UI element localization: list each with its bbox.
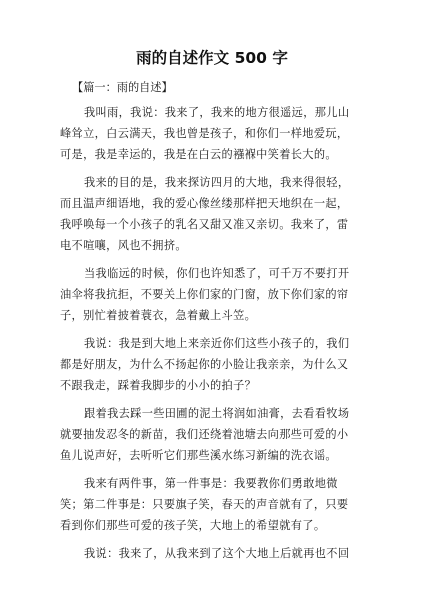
paragraph-1: [60, 102, 365, 165]
paragraph-line: 跟着我去踩一些田圃的泥土将润如油膏，去看看牧场: [84, 407, 350, 420]
paragraph-line: 子，别忙着披着蓑衣，急着戴上斗笠。: [60, 309, 257, 322]
document-title: 雨的自述作文 500 字: [136, 49, 288, 67]
paragraph-line: 都是好朋友，为什么不扬起你的小脸让我亲亲，为什么又: [60, 358, 349, 371]
paragraph-line: 油伞将我抗拒，不要关上你们家的门窗，放下你们家的帘: [60, 288, 349, 301]
paragraph-6: [60, 473, 365, 536]
paragraph-line: 看到你们那些可爱的孩子笑，大地上的希望就有了。: [60, 519, 326, 532]
paragraph-line: 我说：我来了，从我来到了这个大地上后就再也不回: [84, 547, 350, 560]
paragraph-line: 笑；第二件事是：只要旗子笑，春天的声音就有了，只要: [60, 498, 349, 511]
paragraph-line: 可是，我是幸运的，我是在白云的襁褓中笑着长大的。: [60, 148, 337, 161]
paragraph-line: 我来有两件事，第一件事是：我要教你们勇敢地微: [84, 477, 338, 490]
paragraph-line: 我说：我是到大地上来亲近你们这些小孩子的，我们: [84, 337, 350, 350]
paragraph-line: 电不喧嚷，风也不拥挤。: [60, 239, 187, 252]
paragraph-3: [60, 263, 365, 326]
paragraph-line: 我呼唤每一个小孩子的乳名又甜又准又亲切。我来了，雷: [60, 218, 349, 231]
paragraph-line: 当我临远的时候，你们也许知悉了，可千万不要打开: [84, 267, 350, 280]
paragraph-2: [60, 172, 365, 256]
paragraph-line: 我叫雨，我说：我来了，我来的地方很遥远，那儿山: [84, 106, 350, 119]
paragraph-line: 我来的目的是，我来探访四月的大地，我来得很轻，: [84, 176, 350, 189]
paragraph-4: [60, 333, 365, 396]
paragraph-5: [60, 403, 365, 466]
paragraph-line: 峰耸立，白云满天，我也曾是孩子，和你们一样地爱玩，: [60, 127, 349, 140]
paragraph-line: 就要抽发忍冬的新苗，我们还绕着池塘去向那些可爱的小: [60, 428, 349, 441]
paragraph-line: 不跟我走，踩着我脚步的小小的拍子？: [60, 379, 257, 392]
section-heading: 【篇一：雨的自述】: [72, 81, 173, 94]
paragraph-7: [60, 543, 365, 564]
paragraph-line: 鱼儿说声好，去听听它们那些溪水练习新编的洗衣谣。: [60, 449, 337, 462]
document-body: [60, 80, 365, 571]
paragraph-line: 而且温声细语地，我的爱心像丝缕那样把天地织在一起，: [60, 197, 349, 210]
